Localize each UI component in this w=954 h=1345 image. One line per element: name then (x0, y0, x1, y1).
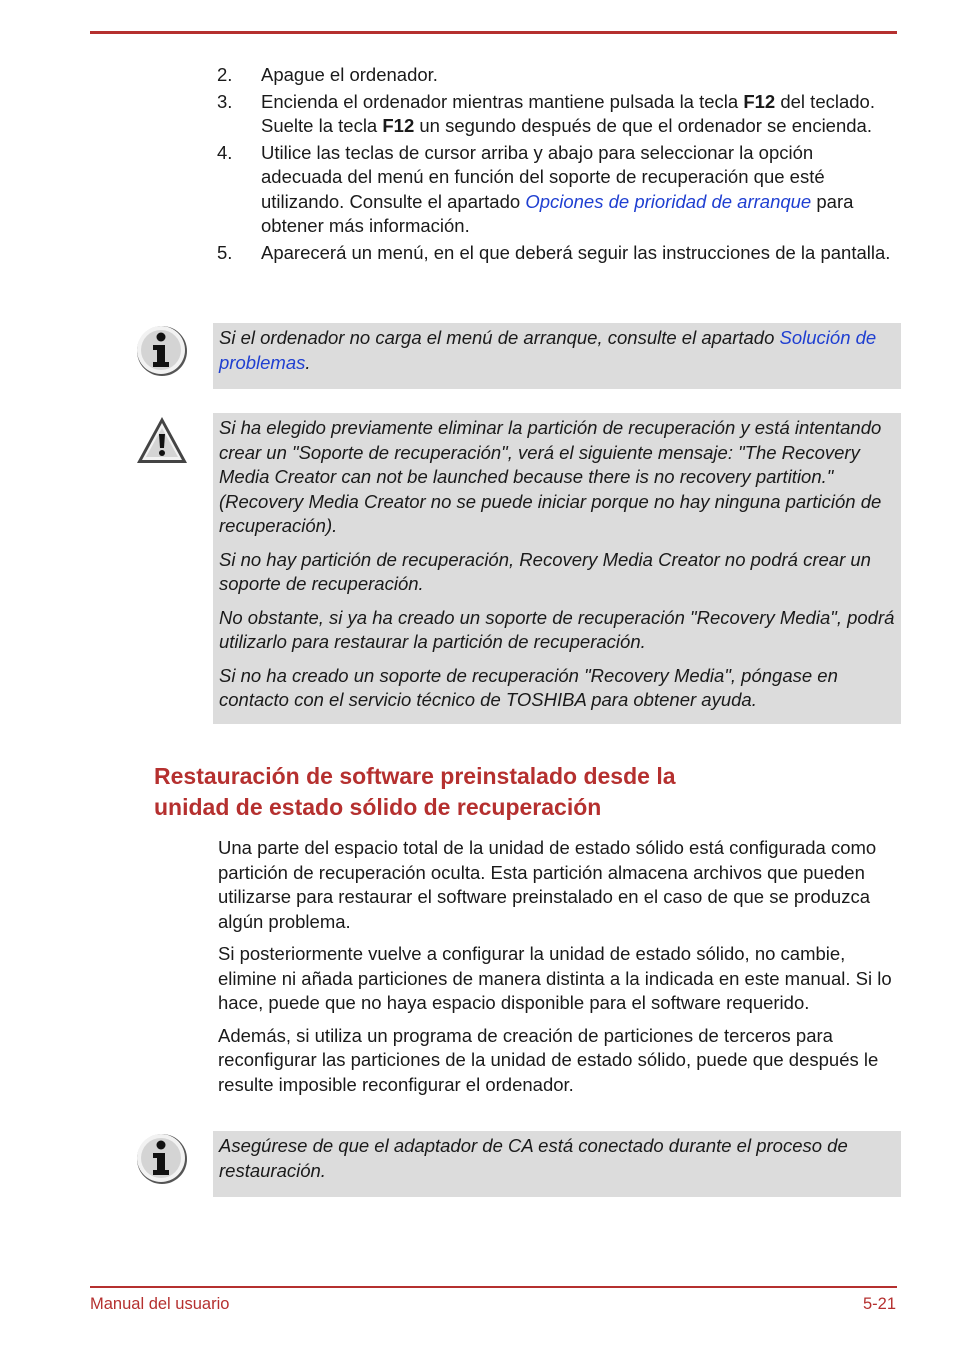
step-number: 2. (217, 64, 233, 85)
warning-icon (135, 414, 189, 468)
body-paragraph: Además, si utiliza un programa de creación de particiones de terceros para reconfigurar las particiones de la unidad de estado sólido, puede que después le resulte imposible reconfigurar el ordenador. (218, 1024, 879, 1095)
note-text: Si el ordenador no carga el menú de arranque, consulte el apartado Solución de problemas. (219, 327, 877, 373)
warning-paragraph: Si no ha creado un soporte de recuperación "Recovery Media", póngase en contacto con el servicio técnico de TOSHIBA para obtener ayuda. (219, 664, 838, 710)
step-text: del teclado. Suelte la tecla (261, 90, 875, 136)
step-number: 4. (217, 141, 233, 163)
step-3 (217, 90, 897, 139)
info-icon (135, 1132, 189, 1186)
footer-rule (90, 1286, 897, 1288)
section-heading: Restauración de software preinstalado desde la unidad de estado sólido de recuperación (154, 763, 676, 820)
key-name: F12 (382, 115, 415, 136)
note-text: Asegúrese de que el adaptador de CA está conectado durante el proceso de restauración. (219, 1135, 848, 1181)
step-text: para obtener más información. (261, 190, 854, 236)
step-2 (217, 63, 897, 88)
info-note (213, 323, 901, 389)
step-number: 5. (217, 241, 233, 263)
warning-paragraph: No obstante, si ya ha creado un soporte de recuperación "Recovery Media", podrá utilizarlo para restaurar la partición de recuperación. (219, 606, 895, 652)
warning-note (213, 413, 901, 724)
step-text: Apague el ordenador. (261, 64, 438, 85)
header-rule (90, 31, 897, 34)
step-text: Utilice las teclas de cursor arriba y abajo para seleccionar la opción adecuada del menú en función del soporte de recuperación que esté utilizando. Consulte el apartado (261, 141, 825, 212)
info-icon (135, 324, 189, 378)
page-number: 5-21 (862, 1295, 896, 1313)
step-text: Encienda el ordenador mientras mantiene pulsada la tecla (261, 90, 744, 112)
troubleshooting-link[interactable]: Solución de problemas (219, 327, 877, 373)
step-text: un segundo después de que el ordenador se encienda. (414, 115, 872, 136)
warning-paragraph: Si ha elegido previamente eliminar la partición de recuperación y está intentando crear un "Soporte de recuperación", verá el siguiente mensaje: "The Recovery Media Creator can not be launched because there is no recovery partition." (Recovery Media Creator no se puede iniciar porque no hay ninguna partición de recuperación). (219, 417, 882, 536)
key-name: F12 (743, 90, 776, 112)
info-note (213, 1131, 901, 1197)
boot-priority-link[interactable]: Opciones de prioridad de arranque (525, 190, 812, 212)
step-number: 3. (217, 90, 233, 112)
section-body (218, 836, 900, 1105)
body-paragraph: Una parte del espacio total de la unidad de estado sólido está configurada como partición de recuperación oculta. Esta partición almacena archivos que pueden utilizarse para restaurar el software preinstalado en el caso de que se produzca algún problema. (218, 837, 877, 932)
footer-manual-title: Manual del usuario (90, 1295, 230, 1313)
step-5 (217, 241, 897, 266)
step-4 (217, 141, 897, 239)
step-text: Aparecerá un menú, en el que deberá seguir las instrucciones de la pantalla. (261, 241, 891, 263)
body-paragraph: Si posteriormente vuelve a configurar la unidad de estado sólido, no cambie, elimine ni añada particiones de manera distinta a la indicada en este manual. Si lo hace, puede que no haya espacio disponible para el software requerido. (218, 943, 892, 1013)
procedure-steps (217, 63, 897, 267)
warning-paragraph: Si no hay partición de recuperación, Recovery Media Creator no podrá crear un soporte de recuperación. (219, 548, 871, 594)
